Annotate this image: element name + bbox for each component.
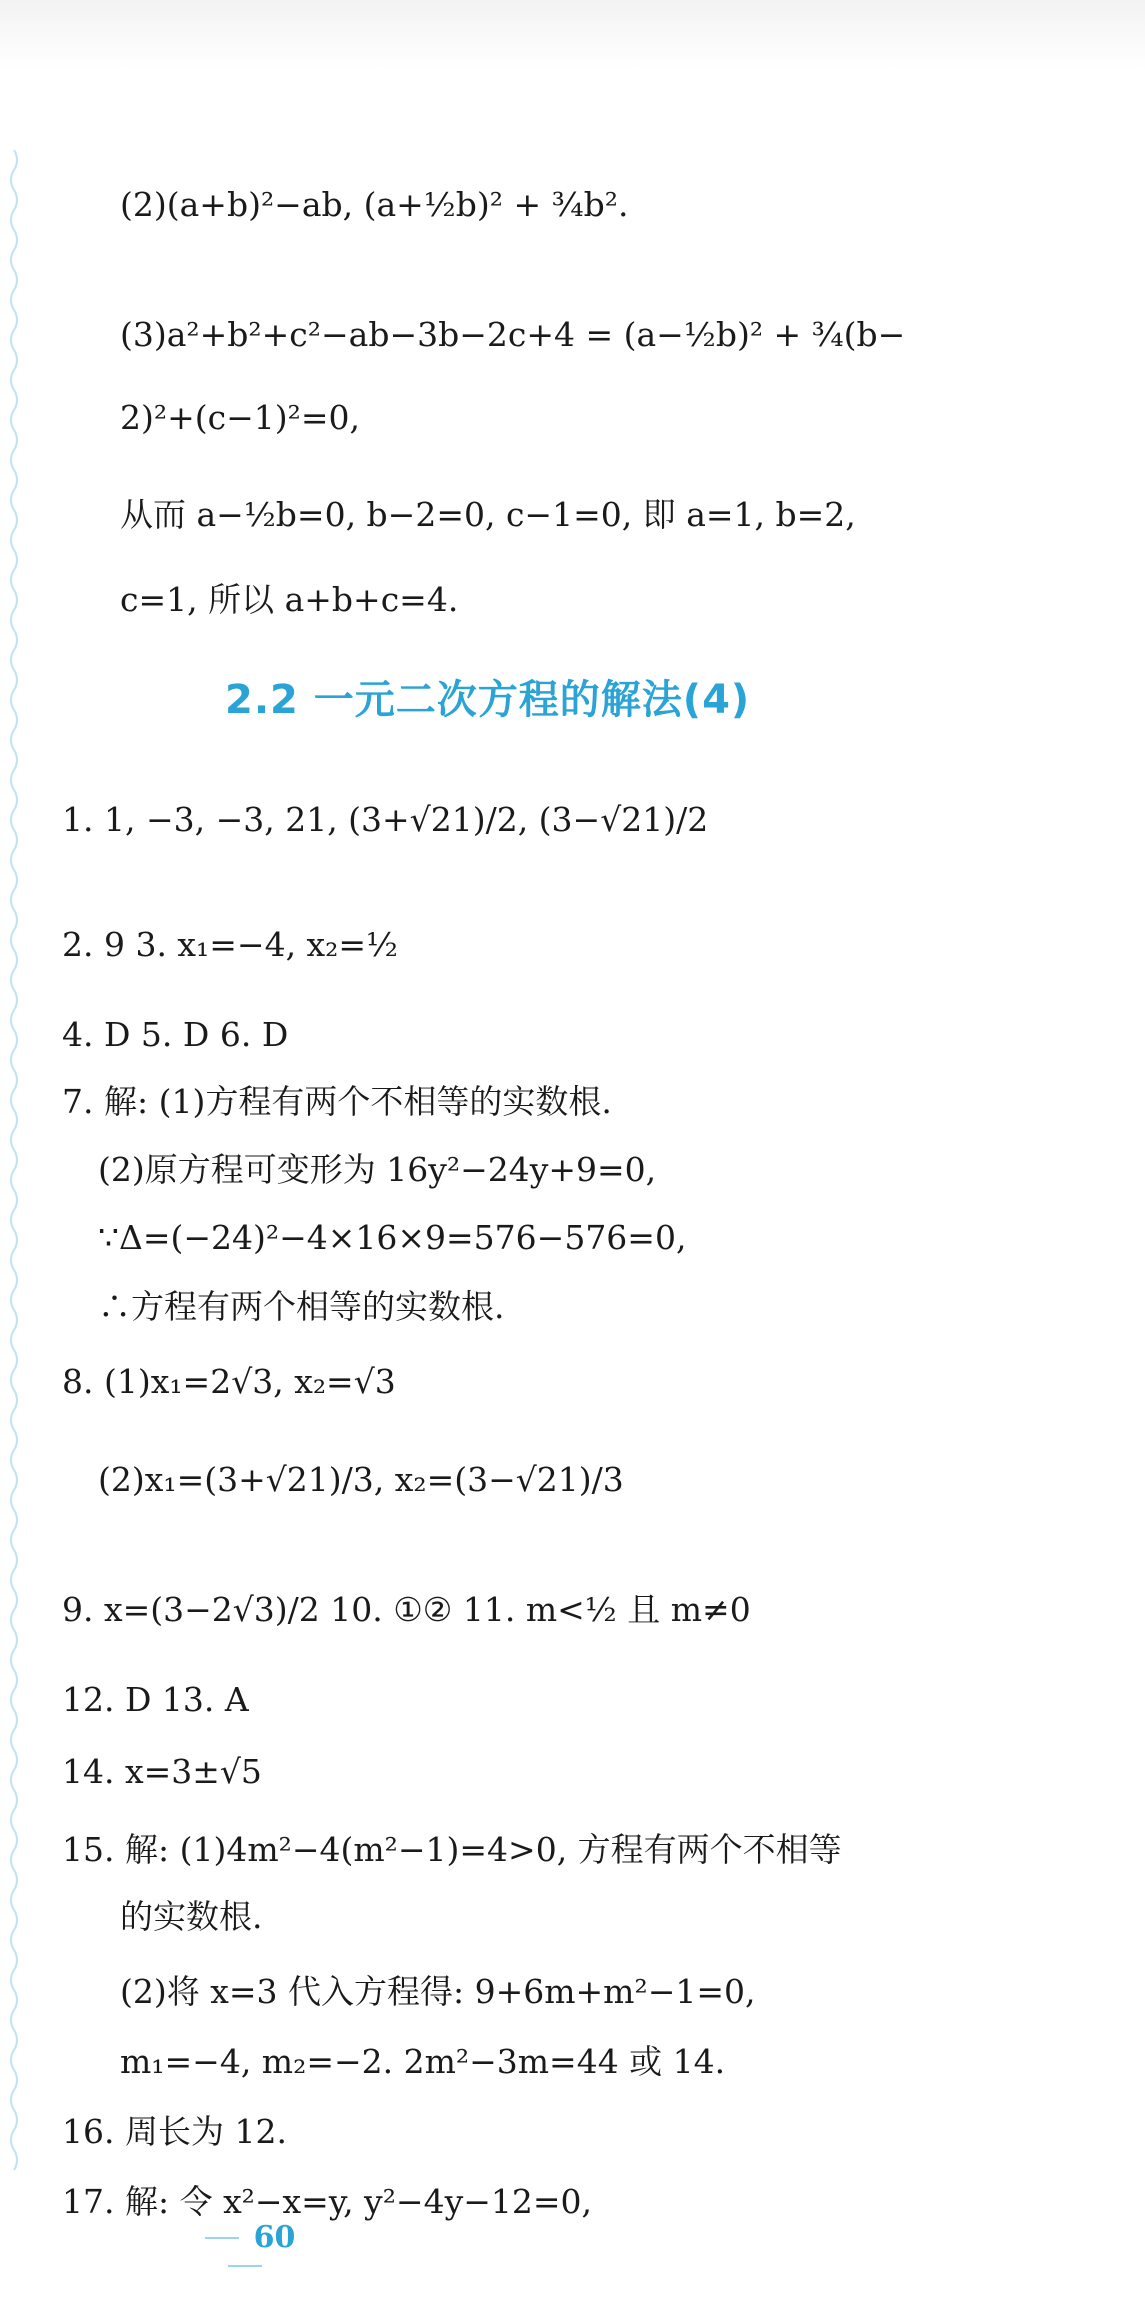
answer-line: 9. x=(3−2√3)/2 10. ①② 11. m<½ 且 m≠0 [62, 1590, 751, 1629]
answer-line: 4. D 5. D 6. D [62, 1015, 289, 1054]
page-number: 60 [253, 2220, 296, 2255]
answer-line: 8. (1)x₁=2√3, x₂=√3 [62, 1362, 396, 1401]
section-heading: 2.2 一元二次方程的解法(4) [225, 677, 751, 723]
answer-line: 15. 解: (1)4m²−4(m²−1)=4>0, 方程有两个不相等 [62, 1830, 842, 1869]
answer-line: c=1, 所以 a+b+c=4. [120, 580, 459, 619]
answer-line: (2)x₁=(3+√21)/3, x₂=(3−√21)/3 [98, 1460, 624, 1499]
answer-line: 17. 解: 令 x²−x=y, y²−4y−12=0, [62, 2182, 592, 2221]
answer-line: (2)将 x=3 代入方程得: 9+6m+m²−1=0, [120, 1972, 756, 2011]
answer-line: (2)原方程可变形为 16y²−24y+9=0, [98, 1150, 657, 1189]
page-footer [170, 2220, 320, 2260]
footer-dash-right [228, 2265, 262, 2267]
answer-line: m₁=−4, m₂=−2. 2m²−3m=44 或 14. [120, 2042, 726, 2081]
footer-dash-left [205, 2237, 239, 2239]
answer-line: 14. x=3±√5 [62, 1752, 262, 1791]
answer-line: 的实数根. [120, 1897, 263, 1936]
answer-line: (3)a²+b²+c²−ab−3b−2c+4 = (a−½b)² + ¾(b− [120, 315, 906, 354]
answer-line: 16. 周长为 12. [62, 2112, 287, 2151]
answer-line: 7. 解: (1)方程有两个不相等的实数根. [62, 1082, 612, 1121]
answer-line: ∴方程有两个相等的实数根. [98, 1287, 505, 1326]
answer-line: 12. D 13. A [62, 1680, 249, 1719]
wavy-margin-line [6, 150, 22, 2180]
answer-line: 2)²+(c−1)²=0, [120, 398, 360, 437]
answer-line: 从而 a−½b=0, b−2=0, c−1=0, 即 a=1, b=2, [120, 495, 856, 534]
answer-line: ∵Δ=(−24)²−4×16×9=576−576=0, [98, 1218, 687, 1257]
answer-line: (2)(a+b)²−ab, (a+½b)² + ¾b². [120, 185, 629, 224]
answer-line: 1. 1, −3, −3, 21, (3+√21)/2, (3−√21)/2 [62, 800, 709, 839]
page-top-band [0, 0, 1145, 70]
answer-line: 2. 9 3. x₁=−4, x₂=½ [62, 925, 399, 964]
